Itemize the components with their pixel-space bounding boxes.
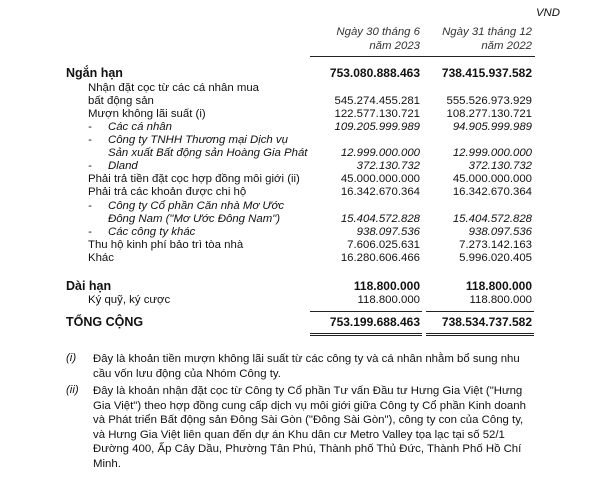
row-loan-label: Mượn không lãi suất (i) [88,108,206,120]
header-rule [310,56,535,57]
dash-marker: - [88,134,92,146]
total-rule-bottom-2022-a [426,333,534,334]
total-rule-bottom-2022-b [426,335,534,336]
row-hoang-gia-phat-label-2: Sản xuất Bất động sản Hoàng Gia Phát [108,147,308,159]
row-hoang-gia-phat-2022: 12.999.000.000 [452,147,532,159]
row-deposit-2022: 555.526.973.929 [446,95,532,107]
row-other-companies-2023: 938.097.536 [356,226,420,238]
currency-label: VND [535,7,560,19]
row-brokerage-deposit-2023: 45.000.000.000 [340,173,420,185]
note-i-marker: (i) [66,352,77,364]
row-paid-on-behalf-label: Phải trả các khoản được chi hộ [88,186,247,198]
row-other-companies-label: Các công ty khác [108,226,196,238]
row-maintenance-fee-2023: 7.606.025.631 [347,239,420,251]
note-line: Gia Việt") theo hợp đồng cung cấp dịch vụ môi giới giữa Công ty Cổ phần Kinh doanh [93,399,526,412]
row-loan-2023: 122.577.130.721 [334,108,420,120]
row-paid-on-behalf-2022: 16.342.670.364 [452,186,532,198]
dash-marker: - [88,226,92,238]
row-hoang-gia-phat-label-1: Công ty TNHH Thương mại Dịch vụ [108,134,288,146]
total-rule-bottom-2023-b [310,335,422,336]
section-short-term-label: Ngắn hạn [66,66,123,80]
row-dland-2023: 372.130.732 [356,160,420,172]
long-term-2022: 118.800.000 [465,279,532,293]
column-header-2022-line2: năm 2022 [481,40,532,52]
dash-marker: - [88,121,92,133]
note-i-text [93,352,520,381]
note-line: và Hưng Gia Việt liên quan đến dự án Khu dân cư Metro Valley tọa lạc tại số 52/1 [93,428,505,441]
note-line: Đường 400, Ấp Cây Dầu, Phường Tân Phú, Thành phố Thủ Đức, Thành Phố Hồ Chí [93,443,522,455]
short-term-2023: 753.080.888.463 [329,66,420,80]
row-other-label: Khác [88,252,114,264]
column-header-2022-line1: Ngày 31 tháng 12 [442,26,532,38]
note-line: cầu vốn lưu động của Nhóm Công ty. [93,367,281,380]
row-deposits-collateral-label: Ký quỹ, ký cược [88,294,171,306]
row-other-2022: 5.996.020.405 [459,252,532,264]
row-other-companies-2022: 938.097.536 [468,226,532,238]
note-line: Đây là khoản nhận đặt cọc từ Công ty Cổ phần Tư vấn Đầu tư Hưng Gia Việt ("Hưng [93,385,523,397]
note-line: và Phát triển Bất động sản Đông Sài Gòn ("Đông Sài Gòn"), công ty con của Công ty, [93,414,524,426]
total-rule-top-2023 [310,311,422,312]
row-other-2023: 16.280.606.466 [340,252,420,264]
row-maintenance-fee-label: Thu hộ kinh phí bảo trì tòa nhà [88,239,244,251]
row-hoang-gia-phat-2023: 12.999.000.000 [340,147,420,159]
row-deposit-label-2: bất động sản [88,95,154,107]
dash-marker: - [88,200,92,212]
dash-marker: - [88,160,92,172]
total-rule-top-2022 [426,311,534,312]
row-deposit-label-1: Nhận đặt cọc từ các cá nhân mua [88,82,259,94]
long-term-2023: 118.800.000 [353,279,420,293]
row-paid-on-behalf-2023: 16.342.670.364 [340,186,420,198]
note-line: Đây là khoản tiền mượn không lãi suất từ các công ty và cá nhân nhằm bổ sung nhu [93,353,520,365]
row-loan-2022: 108.277.130.721 [446,108,532,120]
row-dland-2022: 372.130.732 [468,160,532,172]
row-maintenance-fee-2022: 7.273.142.163 [459,239,532,251]
short-term-2022: 738.415.937.582 [441,66,532,80]
row-individuals-2023: 109.205.999.989 [334,121,420,133]
row-mo-uoc-2022: 15.404.572.828 [452,213,532,225]
column-header-2023-line2: năm 2023 [369,40,420,52]
row-brokerage-deposit-label: Phải trả tiền đặt cọc hợp đồng môi giới (ii) [88,173,300,185]
row-brokerage-deposit-2022: 45.000.000.000 [452,173,532,185]
note-ii-marker: (ii) [66,384,79,396]
total-rule-bottom-2023-a [310,333,422,334]
total-2023: 753.199.688.463 [329,315,420,329]
row-mo-uoc-label-1: Công ty Cổ phần Căn nhà Mơ Ước [108,200,285,212]
total-2022: 738.534.737.582 [441,315,532,329]
row-mo-uoc-label-2: Đông Nam ("Mơ Ước Đông Nam") [108,213,281,225]
row-dland-label: Dland [108,160,138,172]
row-deposit-2023: 545.274.455.281 [334,95,420,107]
row-individuals-label: Các cá nhân [108,121,172,133]
row-deposits-collateral-2023: 118.800.000 [357,294,420,306]
row-deposits-collateral-2022: 118.800.000 [469,294,532,306]
note-line: Minh. [93,457,121,470]
row-mo-uoc-2023: 15.404.572.828 [340,213,420,225]
section-long-term-label: Dài hạn [66,279,112,293]
note-ii-text [93,384,526,471]
total-label: TỔNG CỘNG [66,315,144,329]
column-header-2023-line1: Ngày 30 tháng 6 [336,26,420,38]
row-individuals-2022: 94.905.999.989 [452,121,532,133]
